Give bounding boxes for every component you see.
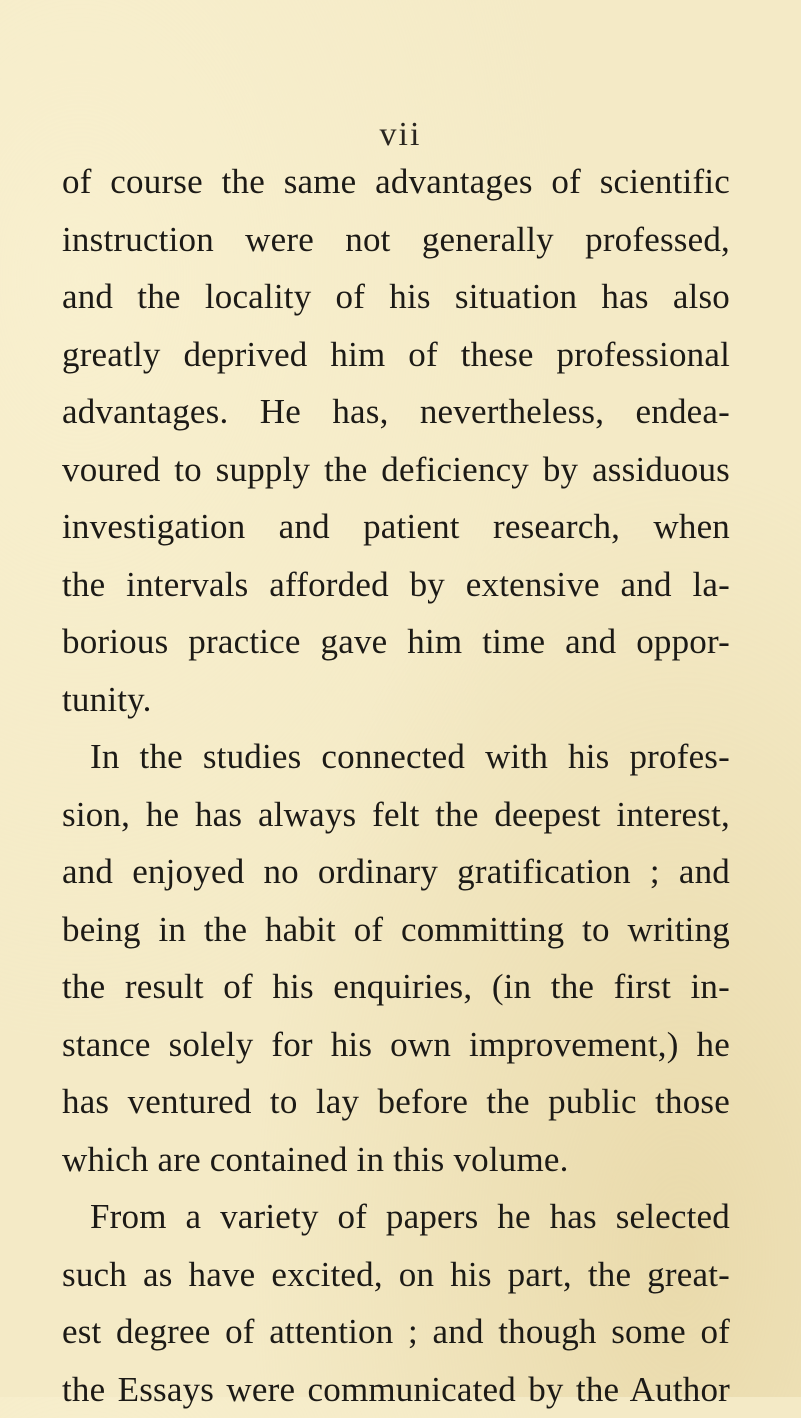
paragraph-start-line: In the studies connected with his profes- (62, 728, 730, 786)
text-line: instruction were not generally professed, (62, 211, 730, 269)
paragraph-end-line: tunity. (62, 671, 730, 729)
text-line: has ventured to lay before the public those (62, 1073, 730, 1131)
text-line: the Essays were communicated by the Author (62, 1361, 730, 1418)
text-line: est degree of attention ; and though some of (62, 1303, 730, 1361)
text-line: such as have excited, on his part, the great- (62, 1246, 730, 1304)
text-line: investigation and patient research, when (62, 498, 730, 556)
text-line: of course the same advantages of scientific (62, 153, 730, 211)
paragraph-start-line: From a variety of papers he has selected (62, 1188, 730, 1246)
text-line: the intervals afforded by extensive and la- (62, 556, 730, 614)
text-line: being in the habit of committing to writing (62, 901, 730, 959)
text-line: sion, he has always felt the deepest interest, (62, 786, 730, 844)
page-number: vii (0, 116, 801, 154)
text-line: and enjoyed no ordinary gratification ; and (62, 843, 730, 901)
text-line: and the locality of his situation has also (62, 268, 730, 326)
text-line: stance solely for his own improvement,) he (62, 1016, 730, 1074)
text-line: borious practice gave him time and oppor- (62, 613, 730, 671)
text-line: the result of his enquiries, (in the first in- (62, 958, 730, 1016)
text-line: advantages. He has, nevertheless, endea- (62, 383, 730, 441)
text-line: greatly deprived him of these professional (62, 326, 730, 384)
paragraph-end-line: which are contained in this volume. (62, 1131, 730, 1189)
text-line: voured to supply the deficiency by assiduous (62, 441, 730, 499)
body-text (62, 153, 730, 1418)
